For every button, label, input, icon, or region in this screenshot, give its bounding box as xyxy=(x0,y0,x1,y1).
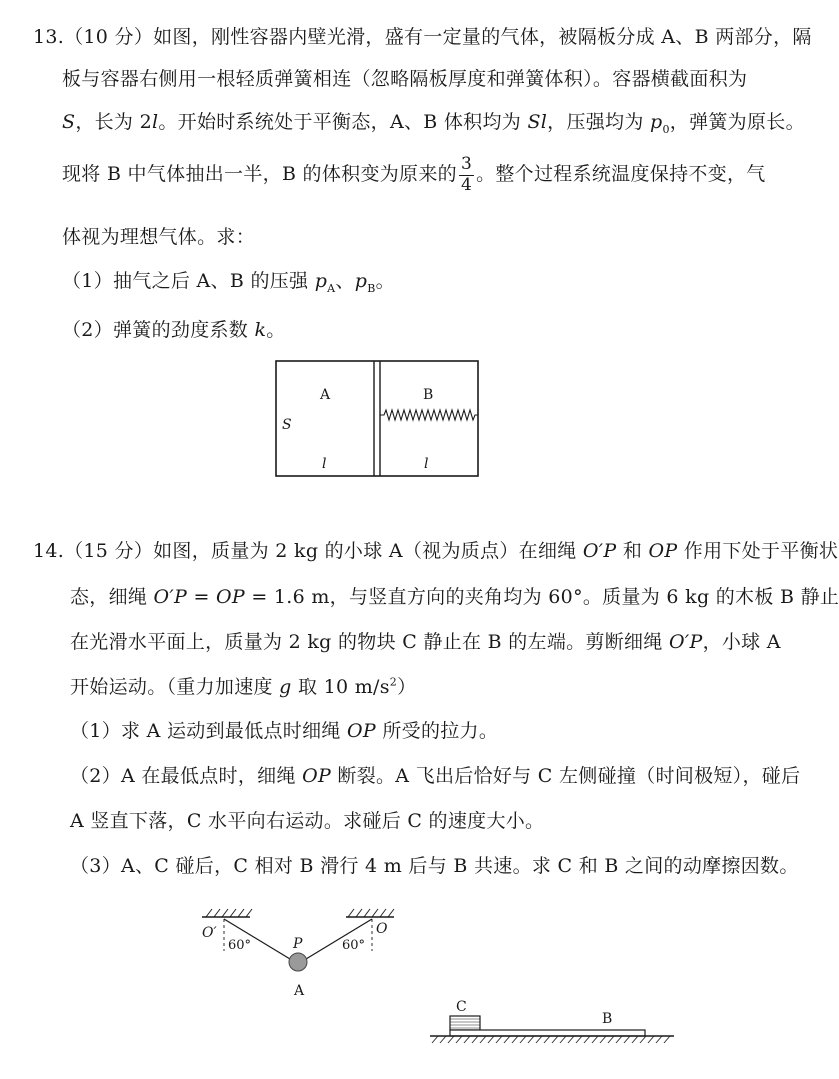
q14-pendulum-figure xyxy=(198,905,408,1005)
ball-a xyxy=(289,953,307,971)
q14-part-2-line-2: A 竖直下落，C 水平向右运动。求碰后 C 的速度大小。 xyxy=(70,810,545,832)
label-a: A xyxy=(294,983,305,999)
q13-line-4: 现将 B 中气体抽出一半，B 的体积变为原来的 $\frac{3}{4}$ 。整个过程系统温度保持不变，气 xyxy=(62,154,766,195)
q13-line-3: S，长为 2l。开始时系统处于平衡态，A、B 体积均为 Sl，压强均为 $p_0$，弹簧为原长。 xyxy=(62,111,805,136)
label-angle-right: 60° xyxy=(342,938,366,953)
q13-part-2: （2）弹簧的劲度系数 k。 xyxy=(62,319,286,341)
label-l-right: l xyxy=(424,456,429,472)
q14-line-3: 在光滑水平面上，质量为 2 kg 的物块 C 静止在 B 的左端。剪断细绳 O′P，小球 A xyxy=(70,631,781,653)
label-a: A xyxy=(320,387,331,403)
container-outline xyxy=(276,361,478,476)
label-p: P xyxy=(293,936,303,952)
board-b xyxy=(450,1030,645,1036)
fraction-three-quarters: $\frac{3}{4}$ xyxy=(460,154,473,195)
q14-line-2: 态，细绳 O′P = OP = 1.6 m，与竖直方向的夹角均为 60°。质量为 6 kg 的木板 B 静止 xyxy=(70,586,839,608)
label-o-prime: O′ xyxy=(202,925,217,941)
spring xyxy=(380,410,478,420)
q13-container-figure xyxy=(270,355,490,485)
q13-part-1: （1）抽气之后 A、B 的压强 $p_A$、$p_B$。 xyxy=(62,270,395,295)
q14-part-1: （1）求 A 运动到最低点时细绳 OP 所受的拉力。 xyxy=(70,720,499,742)
ground-hatch xyxy=(432,1036,670,1043)
q13-line-5: 体视为理想气体。求： xyxy=(62,226,256,248)
label-b: B xyxy=(602,1011,613,1027)
q14-line-1: 14.（15 分）如图，质量为 2 kg 的小球 A（视为质点）在细绳 O′P 和 OP 作用下处于平衡状 xyxy=(33,540,839,562)
label-l-left: l xyxy=(322,456,327,472)
label-angle-left: 60° xyxy=(228,938,252,953)
right-ceiling-hatch xyxy=(348,909,394,917)
label-b: B xyxy=(423,387,434,403)
q14-part-2-line-1: （2）A 在最低点时，细绳 OP 断裂。A 飞出后恰好与 C 左侧碰撞（时间极短），碰后 xyxy=(70,765,801,787)
label-s: S xyxy=(282,417,292,433)
q14-part-3: （3）A、C 碰后，C 相对 B 滑行 4 m 后与 B 共速。求 C 和 B 之间的动摩擦因数。 xyxy=(70,855,799,877)
label-c: C xyxy=(456,999,467,1015)
q13-line-2: 板与容器右侧用一根轻质弹簧相连（忽略隔板厚度和弹簧体积）。容器横截面积为 xyxy=(62,68,748,90)
q13-line-1: 13.（10 分）如图，刚性容器内壁光滑，盛有一定量的气体，被隔板分成 A、B 两部分，隔 xyxy=(33,26,812,48)
label-o: O xyxy=(376,921,388,937)
left-ceiling-hatch xyxy=(206,909,252,917)
q14-line-4: 开始运动。（重力加速度 g 取 10 $m/s^2$） xyxy=(70,675,417,698)
q14-board-figure xyxy=(428,995,678,1045)
